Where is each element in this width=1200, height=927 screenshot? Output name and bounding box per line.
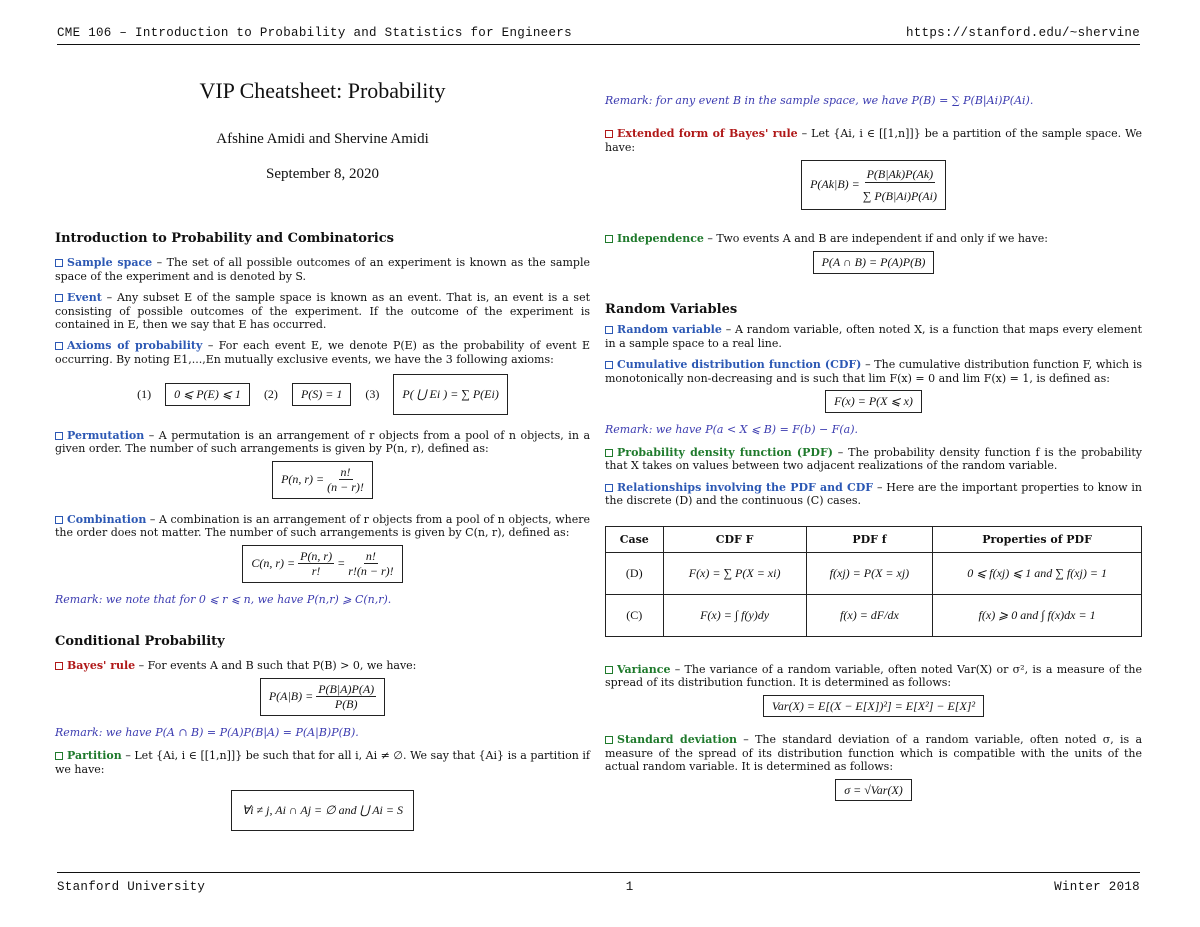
variance-def: Variance – The variance of a random variable, often noted Var(X) or σ², is a measure of the spread of its distribution function. It is determined as follows: — [605, 663, 1142, 690]
checkbox-icon — [55, 662, 63, 670]
independence-formula: P(A ∩ B) = P(A)P(B) — [605, 251, 1142, 274]
axioms-formulas — [55, 374, 590, 415]
table-header: Case — [606, 526, 664, 552]
table-row — [606, 553, 1142, 595]
right-column — [605, 70, 1142, 801]
left-column — [55, 70, 590, 831]
pdf-term: Probability density function (PDF) — [605, 446, 833, 459]
footer-term: Winter 2018 — [1054, 880, 1140, 894]
partition-def: Partition – Let {Ai, i ∈ [[1,n]]} be such that for all i, Ai ≠ ∅. We say that {Ai} is a partition if we have: — [55, 749, 590, 776]
extended-bayes-def: Extended form of Bayes' rule – Let {Ai, i ∈ [[1,n]]} be a partition of the sample space. We have: — [605, 127, 1142, 154]
table-cell: f(x) ⩾ 0 and ∫ f(x)dx = 1 — [933, 595, 1142, 637]
checkbox-icon — [55, 752, 63, 760]
checkbox-icon — [605, 130, 613, 138]
combination-def: Combination – A combination is an arrangement of r objects from a pool of n objects, where the order does not matter. The number of such arrangements is given by C(n, r), defined as: — [55, 512, 590, 540]
bayes-formula: P(A|B) = $\frac{P(B|A)P(A)}{P(B)}$ — [55, 678, 590, 716]
page-number: 1 — [625, 880, 634, 894]
extended-bayes-term: Extended form of Bayes' rule — [605, 127, 798, 140]
combination-formula: C(n, r) = $\frac{P(n, r)}{r!}$ = $\frac{n!}{r!(n - r)!}$ — [55, 545, 590, 583]
page-header — [57, 26, 1140, 41]
checkbox-icon — [55, 294, 63, 302]
permutation-formula: P(n, r) = $\frac{n!}{(n - r)!}$ — [55, 461, 590, 499]
axiom-1-label: (1) — [137, 387, 152, 402]
stddev-formula: σ = √Var(X) — [605, 779, 1142, 802]
bayes-term: Bayes' rule — [55, 659, 135, 672]
partition-formula: ∀i ≠ j, Ai ∩ Aj = ∅ and ⋃ Ai = S — [55, 790, 590, 831]
table-cell: F(x) = ∑ P(X = xi) — [663, 553, 806, 595]
stddev-term: Standard deviation — [605, 733, 737, 746]
section-conditional-title: Conditional Probability — [55, 634, 225, 650]
sample-space-term: Sample space — [55, 256, 152, 269]
table-cell: (C) — [606, 595, 664, 637]
table-cell: F(x) = ∫ f(y)dy — [663, 595, 806, 637]
variance-formula: Var(X) = E[(X − E[X])²] = E[X²] − E[X]² — [605, 695, 1142, 718]
independence-term: Independence — [605, 232, 704, 245]
table-cell: 0 ⩽ f(xj) ⩽ 1 and ∑ f(xj) = 1 — [933, 553, 1142, 595]
checkbox-icon — [605, 484, 613, 492]
remark-combination: Remark: we note that for 0 ⩽ r ⩽ n, we have P(n,r) ⩾ C(n,r). — [55, 592, 392, 606]
footer-rule — [57, 872, 1140, 873]
stddev-def: Standard deviation – The standard deviation of a random variable, often noted σ, is a measure of the spread of its distribution function which is compatible with the units of the actual random variable. It is determined as follows: — [605, 733, 1143, 774]
partition-term: Partition — [55, 749, 122, 762]
table-cell: (D) — [606, 553, 664, 595]
page-footer — [57, 880, 1140, 895]
remark-cdf: Remark: we have P(a < X ⩽ B) = F(b) − F(a). — [605, 422, 859, 436]
remark-total-probability: Remark: for any event B in the sample space, we have P(B) = ∑ P(B|Ai)P(Ai). — [605, 94, 1034, 107]
sample-space-def: Sample space – The set of all possible outcomes of an experiment is known as the sample space of the experiment and is denoted by S. — [55, 256, 590, 283]
checkbox-icon — [605, 235, 613, 243]
permutation-def: Permutation – A permutation is an arrangement of r objects from a pool of n objects, in a given order. The number of such arrangements is given by P(n, r), defined as: — [55, 428, 590, 456]
table-cell: f(x) = dF/dx — [806, 595, 932, 637]
axiom-1: 0 ⩽ P(E) ⩽ 1 — [165, 383, 250, 406]
checkbox-icon — [605, 666, 613, 674]
table-header: Properties of PDF — [933, 526, 1142, 552]
table-header: PDF f — [806, 526, 932, 552]
course-title: CME 106 – Introduction to Probability and Statistics for Engineers — [57, 26, 572, 40]
independence-def: Independence – Two events A and B are independent if and only if we have: — [605, 232, 1142, 245]
section-random-variables-title: Random Variables — [605, 301, 738, 317]
bayes-def: Bayes' rule – For events A and B such that P(B) > 0, we have: — [55, 659, 590, 672]
section-intro-title: Introduction to Probability and Combinatorics — [55, 231, 394, 247]
author-url[interactable]: https://stanford.edu/~shervine — [905, 26, 1140, 40]
checkbox-icon — [605, 736, 613, 744]
event-def: Event – Any subset E of the sample space is known as an event. That is, an event is a set consisting of possible outcomes of the experiment. If the outcome of the experiment is contained in E, then we say that E has occurred. — [55, 291, 590, 331]
relationships-def: Relationships involving the PDF and CDF – Here are the important properties to know in the discrete (D) and the continuous (C) cases. — [605, 480, 1143, 508]
cdf-def: Cumulative distribution function (CDF) – The cumulative distribution function F, which is monotonically non-decreasing and is such that lim F(x) = 0 and lim F(x) = 1, is defined as: — [605, 358, 1142, 385]
table-header: CDF F — [663, 526, 806, 552]
remark-bayes: Remark: we have P(A ∩ B) = P(A)P(B|A) = P(A|B)P(B). — [55, 725, 359, 739]
pdf-def: Probability density function (PDF) – The probability density function f is the probability that X takes on values between two adjacent realizations of the random variable. — [605, 446, 1142, 473]
date: September 8, 2020 — [266, 166, 379, 183]
cdf-formula: F(x) = P(X ⩽ x) — [605, 390, 1142, 413]
checkbox-icon — [55, 432, 63, 440]
table-row — [606, 595, 1142, 637]
extended-bayes-formula: P(Ak|B) = $\frac{P(B|Ak)P(Ak)}{\sum P(B|Ai)P(Ai)}$ — [605, 160, 1142, 210]
checkbox-icon — [55, 516, 63, 524]
variance-term: Variance — [605, 663, 670, 676]
checkbox-icon — [605, 449, 613, 457]
pdf-cdf-table — [605, 526, 1142, 637]
cdf-term: Cumulative distribution function (CDF) — [605, 358, 861, 371]
checkbox-icon — [55, 342, 63, 350]
checkbox-icon — [605, 326, 613, 334]
table-header-row — [606, 526, 1142, 552]
axiom-3: P( ⋃ Ei ) = ∑ P(Ei) — [393, 374, 507, 415]
header-rule — [57, 44, 1140, 45]
checkbox-icon — [55, 259, 63, 267]
axiom-3-label: (3) — [365, 387, 380, 402]
page-title: VIP Cheatsheet: Probability — [199, 78, 446, 103]
authors: Afshine Amidi and Shervine Amidi — [216, 130, 429, 147]
random-variable-term: Random variable — [605, 323, 722, 336]
checkbox-icon — [605, 361, 613, 369]
axiom-2-label: (2) — [263, 387, 278, 402]
event-term: Event — [55, 291, 102, 304]
axiom-2: P(S) = 1 — [292, 383, 351, 406]
axioms-def: Axioms of probability – For each event E, we denote P(E) as the probability of event E occurring. By noting E1,...,En mutually exclusive events, we have the 3 following axioms: — [55, 339, 590, 366]
permutation-term: Permutation — [55, 429, 144, 442]
relationships-term: Relationships involving the PDF and CDF — [605, 481, 873, 494]
axioms-term: Axioms of probability — [55, 339, 202, 352]
combination-term: Combination — [55, 513, 146, 526]
random-variable-def: Random variable – A random variable, often noted X, is a function that maps every element in a sample space to a real line. — [605, 323, 1142, 350]
table-cell: f(xj) = P(X = xj) — [806, 553, 932, 595]
footer-university: Stanford University — [57, 880, 206, 894]
